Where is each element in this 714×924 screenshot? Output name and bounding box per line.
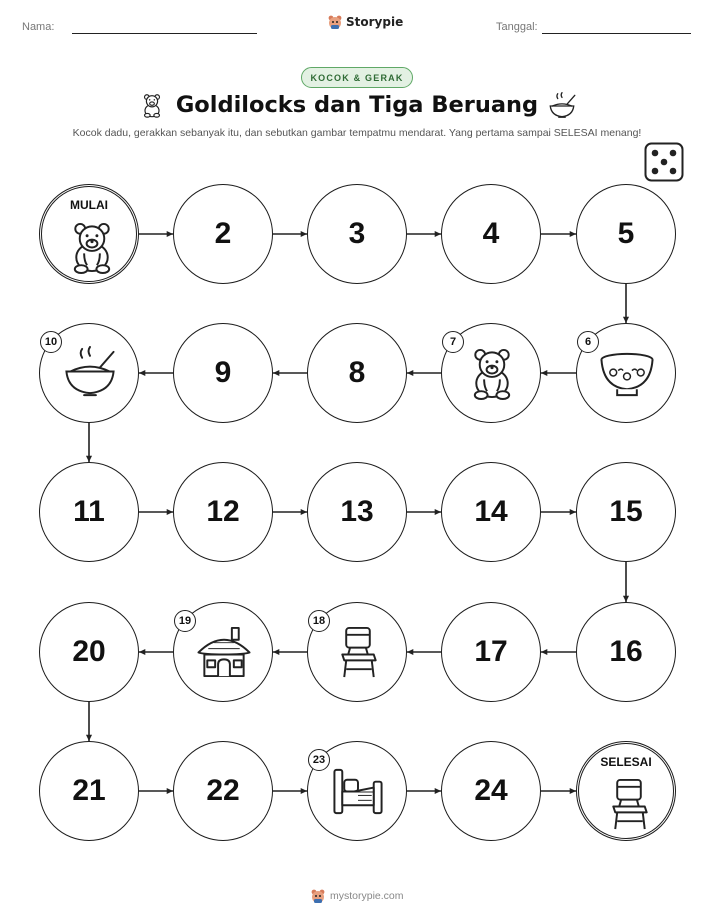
date-label: Tanggal: [496, 21, 538, 33]
footer [310, 888, 404, 904]
path-arrow [273, 231, 307, 237]
cottage-icon [194, 625, 254, 680]
board-cell-5[interactable] [576, 184, 676, 284]
board-cell-22[interactable] [173, 741, 273, 841]
path-arrow [273, 788, 307, 794]
porridge-icon [60, 346, 120, 401]
cell-number-badge: 10 [40, 331, 62, 353]
board-cell-12[interactable] [173, 462, 273, 562]
board-cell-16[interactable] [576, 602, 676, 702]
cell-number: 21 [72, 774, 106, 807]
path-arrow [139, 231, 173, 237]
board-cell-13[interactable] [307, 462, 407, 562]
board-cell-20[interactable] [39, 602, 139, 702]
board-cell-21[interactable] [39, 741, 139, 841]
path-arrow [139, 370, 173, 376]
board-cell-9[interactable] [173, 323, 273, 423]
cell-number-badge: 23 [308, 749, 330, 771]
board-cell-24[interactable] [441, 741, 541, 841]
path-arrow [139, 509, 173, 515]
activity-badge: KOCOK & GERAK [301, 67, 413, 88]
board-cell-8[interactable] [307, 323, 407, 423]
cell-number: 13 [340, 495, 374, 528]
board-cell-17[interactable] [441, 602, 541, 702]
path-arrow [541, 649, 576, 655]
chair-icon [328, 625, 388, 680]
cell-number: 15 [609, 495, 643, 528]
board-cell-14[interactable] [441, 462, 541, 562]
cell-number: 14 [474, 495, 508, 528]
cell-number-badge: 7 [442, 331, 464, 353]
cell-number: 17 [474, 635, 508, 668]
path-arrow [407, 649, 441, 655]
cell-number: 22 [206, 774, 240, 807]
cell-number: 20 [72, 635, 106, 668]
path-arrow [541, 788, 576, 794]
bear-icon [462, 346, 522, 401]
cell-number: 24 [474, 774, 508, 807]
cell-number: 2 [214, 217, 232, 250]
path-arrow [623, 562, 629, 602]
path-arrow [139, 649, 173, 655]
board-cell-3[interactable] [307, 184, 407, 284]
cell-label: SELESAI [600, 755, 652, 769]
path-arrow [273, 649, 307, 655]
path-arrow [541, 370, 576, 376]
path-arrow [407, 231, 441, 237]
board-cell-15[interactable] [576, 462, 676, 562]
footer-url[interactable]: mystorypie.com [330, 890, 404, 902]
board-cell-11[interactable] [39, 462, 139, 562]
cell-number: 16 [609, 635, 643, 668]
cell-number: 12 [206, 495, 240, 528]
path-arrow [407, 370, 441, 376]
cell-number-badge: 18 [308, 610, 330, 632]
path-arrow [86, 423, 92, 462]
name-label: Nama: [22, 21, 55, 33]
path-arrow [407, 509, 441, 515]
board-cell-selesai[interactable] [576, 741, 676, 841]
chair-icon [599, 777, 659, 832]
path-arrow [273, 509, 307, 515]
cell-number: 4 [482, 217, 500, 250]
path-arrow [273, 370, 307, 376]
cell-number: 3 [348, 217, 366, 250]
path-arrow [139, 788, 173, 794]
cell-number-badge: 19 [174, 610, 196, 632]
cell-number: 8 [348, 356, 366, 389]
path-arrow [541, 231, 576, 237]
page-title: Goldilocks dan Tiga Beruang [175, 92, 539, 118]
path-arrow [86, 702, 92, 741]
board-cell-mulai[interactable] [39, 184, 139, 284]
storypie-mascot-icon [310, 888, 326, 904]
bed-icon [328, 764, 388, 819]
cell-number-badge: 6 [577, 331, 599, 353]
path-arrow [541, 509, 576, 515]
bear-icon [62, 220, 122, 275]
cell-number: 11 [73, 495, 105, 528]
path-arrow [407, 788, 441, 794]
board-cell-4[interactable] [441, 184, 541, 284]
cell-number: 9 [214, 356, 232, 389]
board-cell-2[interactable] [173, 184, 273, 284]
cell-label: MULAI [70, 198, 108, 212]
instructions: Kocok dadu, gerakkan sebanyak itu, dan sebutkan gambar tempatmu mendarat. Yang pertama sampai SELESAI menang! [72, 127, 642, 139]
path-arrow [623, 284, 629, 323]
bowl-icon [597, 346, 657, 401]
cell-number: 5 [617, 217, 635, 250]
brand-name: Storypie [346, 15, 404, 29]
